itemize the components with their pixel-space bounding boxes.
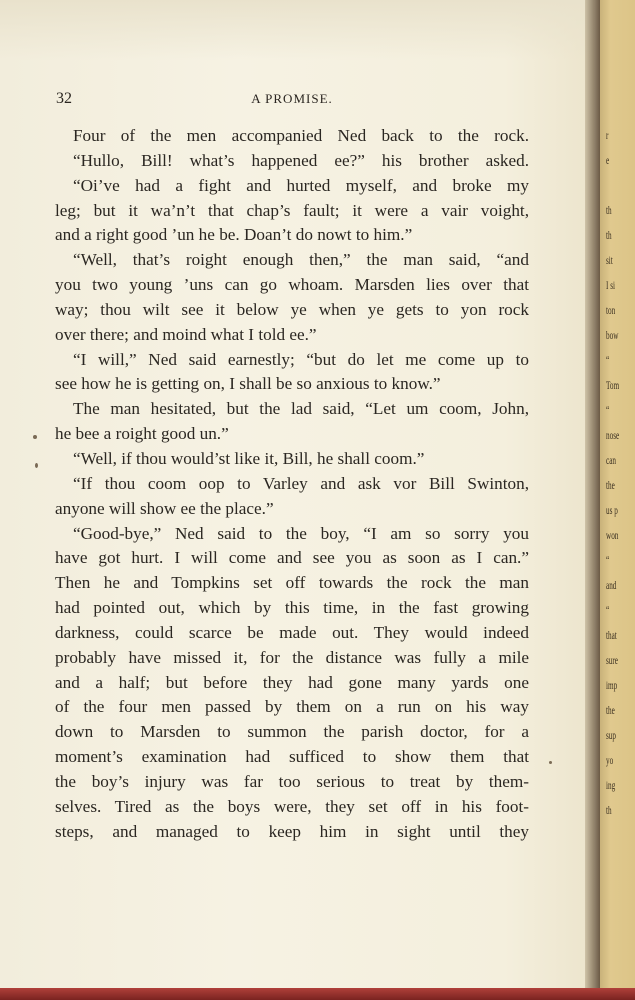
next-page-fragment: th xyxy=(606,803,612,817)
next-page-edge xyxy=(600,0,635,1000)
next-page-fragment: I si xyxy=(606,278,615,292)
text-line: way; thou wilt see it below ye when ye gets to yon rock xyxy=(55,299,529,319)
ink-speck xyxy=(33,435,37,439)
next-page-fragment: sup xyxy=(606,728,617,742)
text-line: Four of the men accompanied Ned back to the rock. xyxy=(73,126,529,145)
next-page-fragment: the xyxy=(606,478,615,492)
text-line: “I will,” Ned said earnestly; “but do let me come up to xyxy=(73,349,529,369)
next-page-fragment: “ xyxy=(606,553,610,567)
chapter-title: A PROMISE. xyxy=(251,91,333,106)
next-page-fragment: th xyxy=(606,228,612,242)
book-bottom-edge xyxy=(0,988,635,1000)
next-page-fragment: that xyxy=(606,628,617,642)
text-line: and a right good ’un he be. Doan’t do nowt to him.” xyxy=(55,225,413,245)
next-page-fragment: th xyxy=(606,203,612,217)
running-head xyxy=(56,90,528,110)
text-line: darkness, could scarce be made out. They would indeed xyxy=(55,622,529,642)
next-page-fragment: us p xyxy=(606,503,618,517)
next-page-fragment: “ xyxy=(606,403,610,417)
text-line: see how he is getting on, I shall be so anxious to know.” xyxy=(55,374,441,394)
next-page-fragment: sit xyxy=(606,253,613,267)
text-line: steps, and managed to keep him in sight until they xyxy=(55,821,529,841)
text-line: the boy’s injury was far too serious to treat by them- xyxy=(55,771,529,791)
next-page-fragment: Tom xyxy=(606,378,620,392)
text-line: have got hurt. I will come and see you as soon as I can.” xyxy=(55,548,529,568)
text-line: probably have missed it, for the distance was fully a mile xyxy=(55,647,529,667)
text-line: anyone will show ee the place.” xyxy=(55,498,274,518)
next-page-fragment: imp xyxy=(606,678,618,692)
next-page-fragment: nose xyxy=(606,428,620,442)
text-line: “If thou coom oop to Varley and ask vor Bill Swinton, xyxy=(73,473,529,493)
next-page-fragment: yo xyxy=(606,753,614,767)
page-number: 32 xyxy=(56,90,72,107)
text-line: down to Marsden to summon the parish doctor, for a xyxy=(55,722,529,742)
text-line: had pointed out, which by this time, in the fast growing xyxy=(55,598,529,618)
text-line: The man hesitated, but the lad said, “Let um coom, John, xyxy=(73,399,529,419)
next-page-fragment: can xyxy=(606,453,616,467)
text-line: and a half; but before they had gone many yards one xyxy=(55,672,529,692)
text-line: leg; but it wa’n’t that chap’s fault; it were a vair voight, xyxy=(55,200,529,220)
next-page-fragment: sure xyxy=(606,653,618,667)
ink-speck xyxy=(549,761,552,764)
text-line: Then he and Tompkins set off towards the rock the man xyxy=(55,573,529,593)
text-line: “Well, if thou would’st like it, Bill, he shall coom.” xyxy=(73,448,425,468)
next-page-fragment: won xyxy=(606,528,619,542)
page-top-shading xyxy=(0,0,594,60)
text-line: you two young ’uns can go whoam. Marsden lies over that xyxy=(55,275,529,295)
body-text xyxy=(55,124,529,844)
text-line: “Hullo, Bill! what’s happened ee?” his brother asked. xyxy=(73,150,529,170)
text-line: selves. Tired as the boys were, they set off in his foot- xyxy=(55,796,529,816)
next-page-fragment: the xyxy=(606,703,615,717)
next-page-fragment: ton xyxy=(606,303,616,317)
next-page-fragment: e xyxy=(606,153,610,167)
next-page-fragment: ing xyxy=(606,778,616,792)
next-page-fragment: bow xyxy=(606,328,619,342)
text-line: moment’s examination had sufficed to show them that xyxy=(55,747,529,767)
text-line: “Well, that’s roight enough then,” the man said, “and xyxy=(73,250,529,270)
text-line: he bee a roight good un.” xyxy=(55,424,229,444)
next-page-fragment: “ xyxy=(606,353,610,367)
text-line: “Good-bye,” Ned said to the boy, “I am so sorry you xyxy=(73,523,529,543)
next-page-fragment: “ xyxy=(606,603,610,617)
next-page-fragment: and xyxy=(606,578,617,592)
next-page-fragment: r xyxy=(606,128,609,142)
text-line: of the four men passed by them on a run on his way xyxy=(55,697,529,717)
text-line: “Oi’ve had a fight and hurted myself, and broke my xyxy=(73,175,529,195)
ink-speck xyxy=(35,463,38,468)
text-line: over there; and moind what I told ee.” xyxy=(55,324,317,344)
